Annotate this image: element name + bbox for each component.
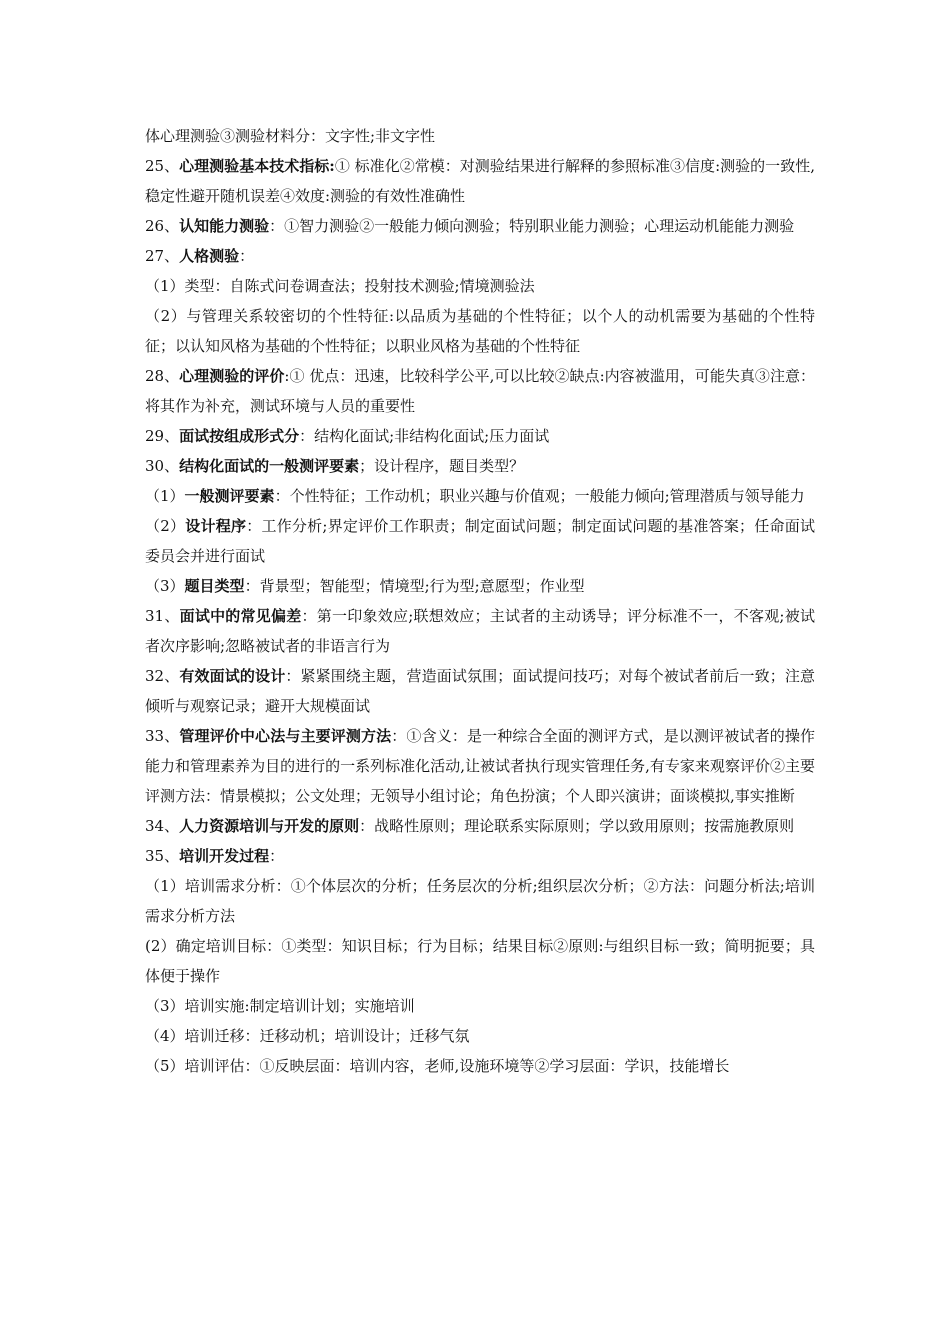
paragraph-text: 30、 — [145, 457, 180, 475]
paragraph-text: （1）培训需求分析：①个体层次的分析；任务层次的分析;组织层次分析；②方法：问题分析法;培训需求分析方法 — [145, 877, 815, 925]
paragraph — [145, 571, 815, 601]
paragraph-text: 26、 — [145, 217, 180, 235]
paragraph — [145, 811, 815, 841]
bold-heading-text: 培训开发过程 — [179, 847, 270, 865]
bold-heading-text: 心理测验的评价 — [179, 367, 285, 385]
paragraph — [145, 121, 815, 151]
paragraph — [145, 661, 815, 721]
bold-heading-text: 管理评价中心法与主要评测方法 — [179, 727, 392, 745]
paragraph-text: :① 优点：迅速，比较科学公平,可以比较②缺点:内容被滥用，可能失真③注意：将其作为补充，测试环境与人员的重要性 — [145, 367, 815, 415]
paragraph-text: ：第一印象效应;联想效应；主试者的主动诱导；评分标准不一，不客观;被试者次序影响;忽略被试者的非语言行为 — [145, 607, 815, 655]
paragraph — [145, 1051, 815, 1081]
bold-heading-text: 题目类型 — [184, 577, 245, 595]
paragraph — [145, 841, 815, 871]
bold-heading-text: 设计程序 — [185, 517, 247, 535]
bold-heading-text: 结构化面试的一般测评要素 — [179, 457, 360, 475]
paragraph-text: ： — [239, 247, 255, 265]
paragraph — [145, 241, 815, 271]
paragraph-text: 25、 — [145, 157, 180, 175]
paragraph-text: （3） — [145, 577, 185, 595]
bold-heading-text: 人力资源培训与开发的原则 — [179, 817, 360, 835]
paragraph — [145, 931, 815, 991]
bold-heading-text: 面试中的常见偏差 — [179, 607, 302, 625]
bold-heading-text: 认知能力测验 — [179, 217, 270, 235]
paragraph-text: ；设计程序，题目类型？ — [359, 457, 525, 475]
paragraph-text: ：战略性原则；理论联系实际原则；学以致用原则；按需施教原则 — [359, 817, 795, 835]
bold-heading-text: 一般测评要素 — [184, 487, 275, 505]
paragraph-text: ：结构化面试;非结构化面试;压力面试 — [299, 427, 550, 445]
paragraph — [145, 421, 815, 451]
paragraph-text: 33、 — [145, 727, 180, 745]
paragraph-text: 28、 — [145, 367, 180, 385]
paragraph-text: （1） — [145, 487, 185, 505]
paragraph-text: ：紧紧围绕主题，营造面试氛围；面试提问技巧；对每个被试者前后一致；注意倾听与观察记录；避开大规模面试 — [145, 667, 815, 715]
paragraph-text: （2） — [145, 517, 186, 535]
paragraph-text: （3）培训实施:制定培训计划；实施培训 — [145, 997, 415, 1015]
paragraph — [145, 151, 815, 211]
paragraph — [145, 601, 815, 661]
paragraph-text: （1）类型：自陈式问卷调查法；投射技术测验;情境测验法 — [145, 277, 535, 295]
paragraph — [145, 481, 815, 511]
paragraph — [145, 511, 815, 571]
paragraph — [145, 211, 815, 241]
paragraph — [145, 361, 815, 421]
paragraph — [145, 451, 815, 481]
paragraph — [145, 991, 815, 1021]
paragraph-text: ： — [269, 847, 285, 865]
paragraph-text: ① 标准化②常模：对测验结果进行解释的参照标准③信度:测验的一致性,稳定性避开随机误差④效度:测验的有效性准确性 — [145, 157, 816, 205]
paragraph-text: ：背景型；智能型；情境型;行为型;意愿型；作业型 — [244, 577, 585, 595]
paragraph-text: （5）培训评估：①反映层面：培训内容，老师,设施环境等②学习层面：学识，技能增长 — [145, 1057, 730, 1075]
paragraph-text: ：①智力测验②一般能力倾向测验；特别职业能力测验；心理运动机能能力测验 — [269, 217, 795, 235]
paragraph-text: (2）确定培训目标：①类型：知识目标；行为目标；结果目标②原则:与组织目标一致；简明扼要；具体便于操作 — [145, 937, 815, 985]
paragraph — [145, 871, 815, 931]
paragraph-text: ：①含义：是一种综合全面的测评方式，是以测评被试者的操作能力和管理素养为目的进行的一系列标准化活动,让被试者执行现实管理任务,有专家来观察评价②主要评测方法：情景模拟；公文处理；无领导小组讨论；角色扮演；个人即兴演讲；面谈模拟,事实推断 — [145, 727, 815, 805]
paragraph-text: ：工作分析;界定评价工作职责；制定面试问题；制定面试问题的基准答案；任命面试委员会并进行面试 — [145, 517, 816, 565]
bold-heading-text: 面试按组成形式分 — [179, 427, 300, 445]
paragraph — [145, 1021, 815, 1051]
paragraph-text: 29、 — [145, 427, 180, 445]
paragraph-text: 34、 — [145, 817, 180, 835]
paragraph-text: 31、 — [145, 607, 180, 625]
paragraph-text: 35、 — [145, 847, 180, 865]
bold-heading-text: 心理测验基本技术指标: — [179, 157, 335, 175]
paragraph-text: 32、 — [145, 667, 180, 685]
document-body — [145, 121, 815, 1081]
paragraph — [145, 721, 815, 811]
paragraph — [145, 271, 815, 301]
bold-heading-text: 人格测验 — [179, 247, 240, 265]
bold-heading-text: 有效面试的设计 — [179, 667, 286, 685]
paragraph-text: 27、 — [145, 247, 180, 265]
paragraph-text: 体心理测验③测验材料分：文字性;非文字性 — [145, 127, 436, 145]
paragraph-text: （4）培训迁移：迁移动机；培训设计；迁移气氛 — [145, 1027, 470, 1045]
paragraph-text: ：个性特征；工作动机；职业兴趣与价值观；一般能力倾向;管理潜质与领导能力 — [274, 487, 805, 505]
paragraph-text: （2）与管理关系较密切的个性特征:以品质为基础的个性特征；以个人的动机需要为基础的个性特征；以认知风格为基础的个性特征；以职业风格为基础的个性特征 — [145, 307, 815, 355]
paragraph — [145, 301, 815, 361]
